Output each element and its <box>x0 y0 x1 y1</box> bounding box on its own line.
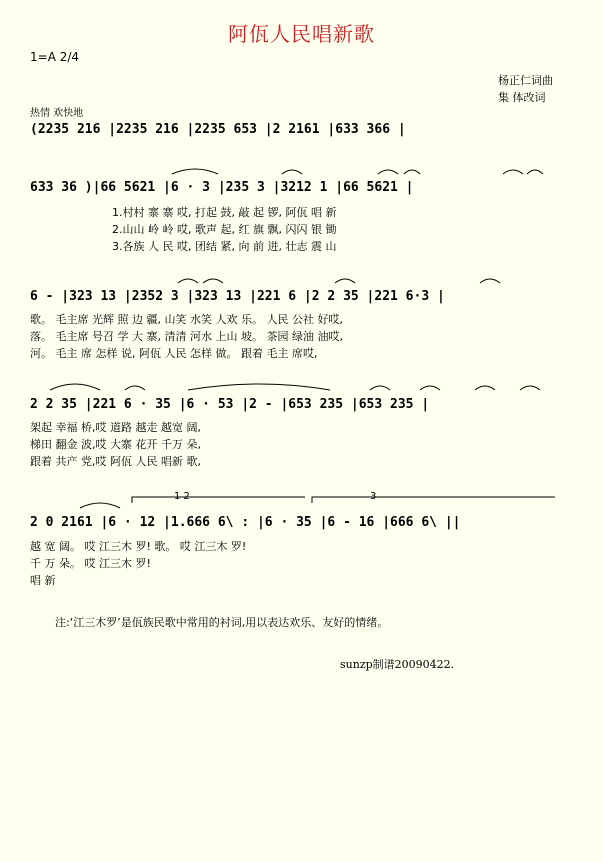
slur <box>527 170 543 174</box>
song-title: 阿佤人民唱新歌 <box>228 22 375 46</box>
transcriber-credit: sunzp制谱20090422. <box>340 658 455 671</box>
staff-line-1: (2235 216 |2235 216 |2235 653 |2 2161 |633 366 | <box>30 122 406 137</box>
staff-line-2: 633 36 )|66 5621 |6 · 3 |235 3 |3212 1 |66 5621 | <box>30 180 414 195</box>
lyrics-verse: 歌。 毛主席 光辉 照 边 疆, 山笑 水笑 人欢 乐。 人民 公社 好哎, <box>30 313 343 326</box>
slur <box>480 279 500 283</box>
lyrics-verse: 1.村村 寨 寨 哎, 打起 鼓, 敲 起 锣, 阿佤 唱 新 <box>112 206 337 219</box>
lyrics-verse: 越 宽 阔。 哎 江三木 罗! 歌。 哎 江三木 罗! <box>30 540 247 553</box>
slur <box>203 279 223 283</box>
lyricist-credit: 集 体改词 <box>498 91 546 104</box>
slur <box>50 384 100 390</box>
key-signature: 1=A 2/4 <box>30 50 80 64</box>
slur <box>80 503 120 508</box>
lyrics-verse: 落。 毛主席 号召 学 大 寨, 清清 河水 上山 坡。 茶园 绿油 油哎, <box>30 330 343 343</box>
slur <box>282 170 302 174</box>
slur <box>475 386 495 390</box>
slur <box>188 384 330 390</box>
staff-line-4: 2 2 35 |221 6 · 35 |6 · 53 |2 - |653 235 |653 235 | <box>30 397 430 412</box>
slur <box>125 386 145 390</box>
volta-1-label: 1 2 <box>174 491 190 502</box>
slur <box>420 386 440 390</box>
slur <box>503 170 523 174</box>
slur <box>172 169 218 174</box>
lyrics-verse: 梯田 翻金 波,哎 大寨 花开 千万 朵, <box>30 438 201 451</box>
lyrics-verse: 河。 毛主 席 怎样 说, 阿佤 人民 怎样 做。 跟着 毛主 席哎, <box>30 347 318 360</box>
slur <box>178 279 198 283</box>
lyrics-verse: 2.山山 岭 岭 哎, 歌声 起, 红 旗 飘, 闪闪 银 锄 <box>112 223 337 236</box>
composer-credit: 杨正仁词曲 <box>498 74 553 87</box>
volta-2-label: 3 <box>370 491 377 502</box>
lyrics-verse: 唱 新 <box>30 574 56 587</box>
staff-line-3: 6 - |323 13 |2352 3 |323 13 |221 6 |2 2 35 |221 6·3 | <box>30 289 445 304</box>
footnote: 注:‘江三木罗’是佤族民歌中常用的衬词,用以表达欢乐、友好的情绪。 <box>55 616 389 629</box>
lyrics-verse: 跟着 共产 党,哎 阿佤 人民 唱新 歌, <box>30 455 201 468</box>
tempo-marking: 热情 欢快地 <box>30 108 84 119</box>
slur <box>370 386 390 390</box>
slur <box>378 170 398 174</box>
slur <box>520 386 540 390</box>
slur <box>404 170 420 174</box>
volta-bracket-1 <box>132 497 305 503</box>
volta-bracket-2 <box>312 497 555 503</box>
slur <box>335 279 355 283</box>
lyrics-verse: 千 万 朵。 哎 江三木 罗! <box>30 557 151 570</box>
staff-line-5: 2 0 2161 |6 · 12 |1.666 6\ : |6 · 35 |6 - 16 |666 6\ || <box>30 515 461 530</box>
lyrics-verse: 架起 幸福 桥,哎 道路 越走 越宽 阔, <box>30 421 201 434</box>
lyrics-verse: 3.各族 人 民 哎, 团结 紧, 向 前 进, 壮志 震 山 <box>112 240 337 253</box>
